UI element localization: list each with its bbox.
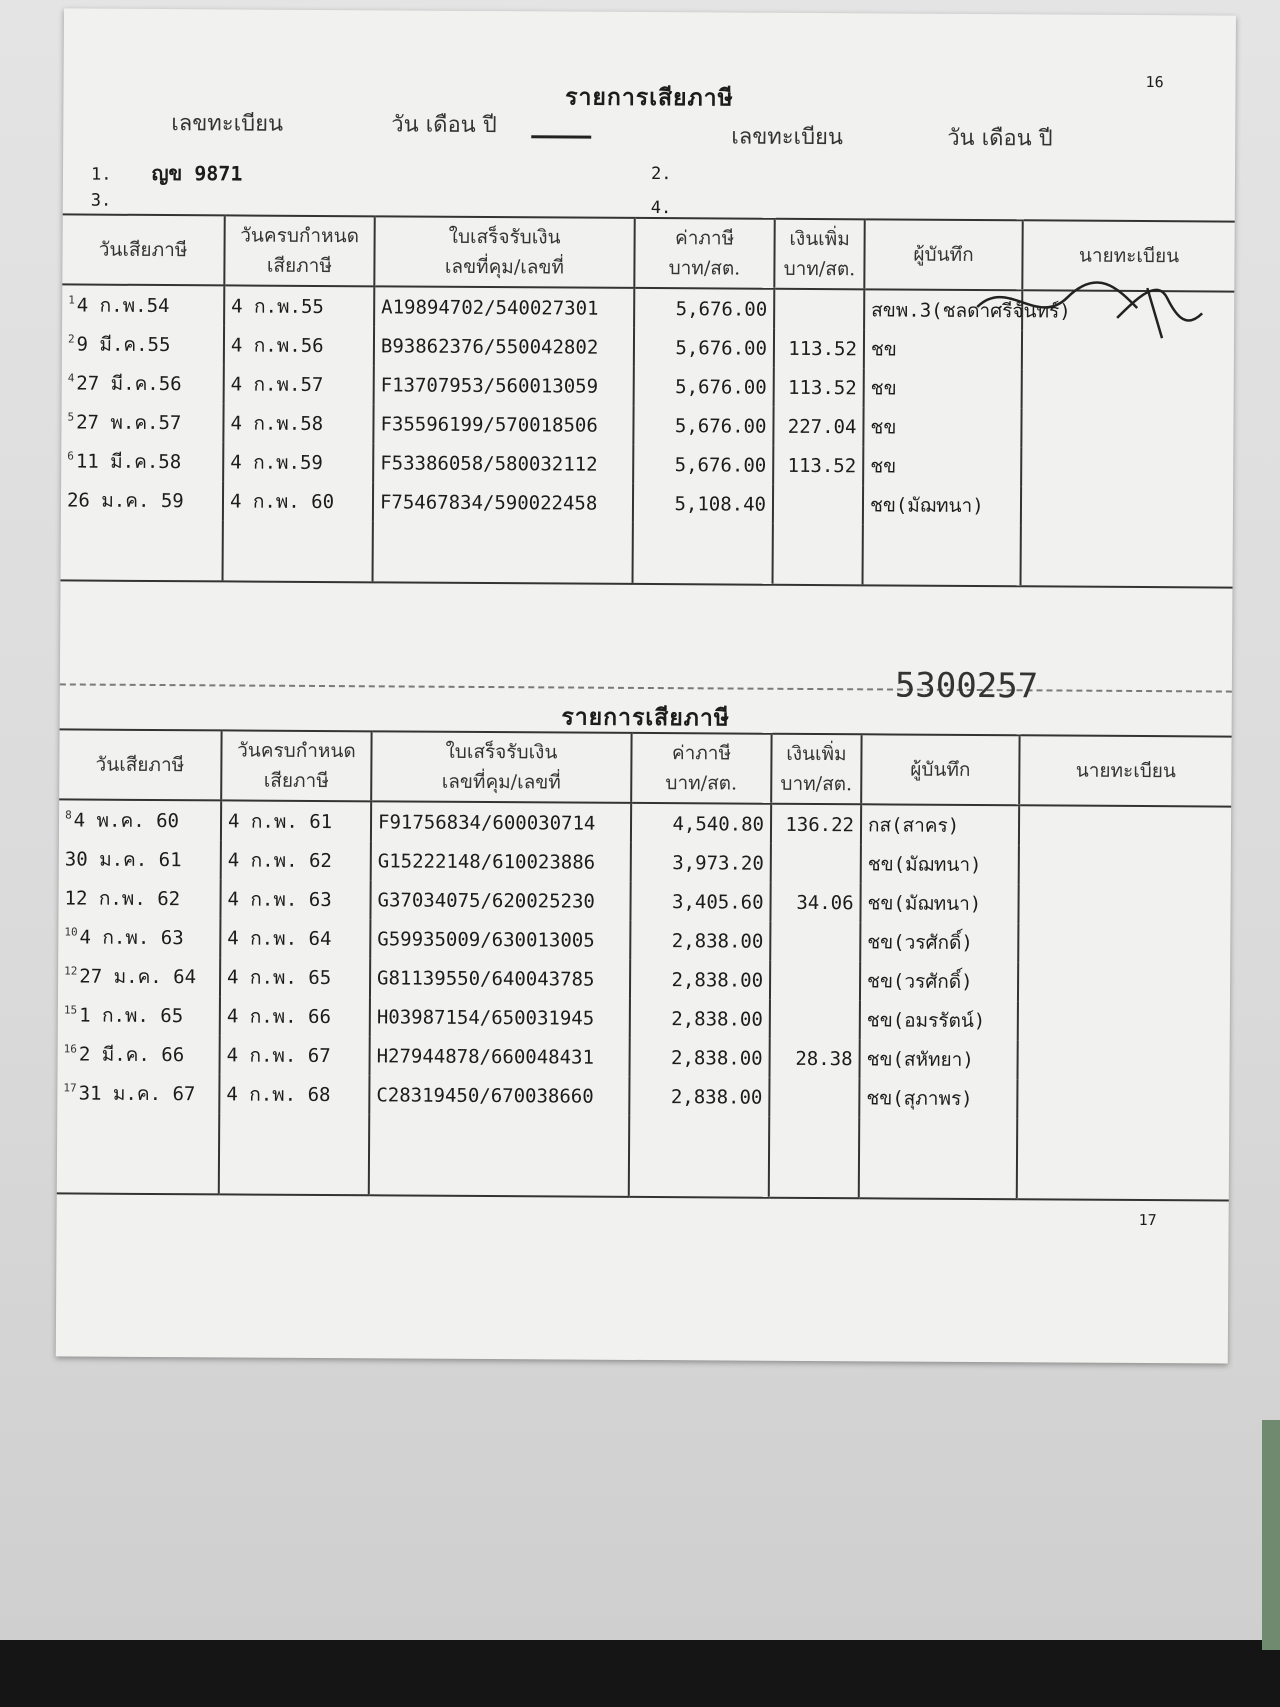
due-date-cell (221, 840, 371, 880)
col-due-date-2: เสียภาษี (263, 769, 329, 793)
tax-date-cell (58, 956, 220, 996)
tax-amount-cell (634, 367, 774, 407)
tax-amount-value: 2,838.00 (671, 968, 764, 992)
due-date-value: 4 ก.พ. 62 (227, 848, 332, 872)
col-surcharge-2: บาท/สต. (780, 772, 853, 796)
receipt-cell (371, 801, 631, 843)
tax-date-value: 27 มี.ค.56 (76, 372, 182, 395)
row-index: 16 (63, 1042, 77, 1056)
tax-amount-value: 5,676.00 (675, 375, 767, 399)
tax-amount-value: 5,676.00 (675, 297, 768, 321)
surcharge-value: 136.22 (785, 813, 855, 836)
due-date-cell (224, 364, 374, 404)
tax-date-cell (57, 1073, 219, 1113)
empty-cell (629, 1116, 769, 1198)
surcharge-cell (771, 844, 861, 884)
due-date-cell (220, 1035, 370, 1075)
tax-amount-value: 5,676.00 (674, 414, 767, 438)
dash-mark (531, 135, 591, 138)
surcharge-cell (774, 289, 864, 330)
col-recorder: ผู้บันทึก (864, 219, 1022, 290)
recorder-value: ชข(มัฌทนา) (869, 493, 984, 517)
registrar-cell (1018, 962, 1230, 1002)
receipt-cell (370, 958, 630, 999)
tax-amount-cell (630, 882, 770, 922)
recorder-value: กส(สาคร) (867, 813, 960, 837)
date-label-2: วัน เดือน ปี (947, 125, 1053, 152)
col-tax-2: บาท/สต. (665, 772, 738, 795)
registrar-cell (1018, 923, 1230, 963)
due-date-cell (220, 957, 370, 997)
col-surcharge (774, 219, 864, 290)
tax-amount-cell (630, 960, 770, 1000)
tax-date-value: 9 มี.ค.55 (76, 333, 171, 356)
tax-date-value: 4 ก.พ.54 (76, 294, 170, 317)
receipt-value: F53386058/580032112 (380, 451, 598, 476)
tax-amount-cell (629, 1077, 769, 1117)
due-date-value: 4 ก.พ. 65 (227, 965, 332, 989)
due-date-value: 4 ก.พ. 66 (226, 1004, 332, 1028)
empty-cell (373, 521, 633, 584)
row-index: 8 (65, 808, 72, 822)
tax-amount-cell (629, 1038, 769, 1078)
empty-cell (633, 523, 773, 585)
col-due-date-1: วันครบกำหนด (240, 224, 360, 248)
tax-date-cell (58, 995, 220, 1035)
tax-record-sheet (56, 8, 1236, 1363)
receipt-cell (370, 997, 630, 1038)
tax-date-value: 4 ก.พ. 63 (79, 926, 184, 949)
recorder-value: ชข(วรศักดิ์) (867, 969, 973, 993)
tax-amount-value: 2,838.00 (671, 1046, 763, 1070)
due-date-value: 4 ก.พ. 64 (227, 926, 332, 950)
empty-cell (369, 1114, 629, 1197)
tax-amount-cell (634, 288, 774, 329)
due-date-value: 4 ก.พ. 60 (229, 489, 335, 513)
tax-date-value: 4 พ.ค. 60 (73, 808, 180, 832)
page-number-top: 16 (1145, 73, 1164, 92)
tax-amount-value: 5,676.00 (675, 336, 768, 360)
recorder-cell (861, 844, 1019, 884)
recorder-value: ชข(อมรรัตน์) (866, 1008, 986, 1032)
due-date-cell (223, 442, 373, 482)
col-surcharge (771, 734, 861, 805)
receipt-cell (371, 841, 631, 882)
due-date-value: 4 ก.พ.56 (230, 333, 324, 357)
due-date-cell (220, 996, 370, 1036)
tax-date-cell (58, 917, 220, 957)
surcharge-cell (774, 368, 864, 408)
reg-line-4 (651, 198, 672, 218)
reg-line-no: 2. (650, 164, 672, 185)
due-date-value: 4 ก.พ.57 (230, 372, 324, 396)
surcharge-cell (773, 485, 863, 525)
receipt-value: A19894702/540027301 (381, 295, 599, 320)
recorder-value: ชข (870, 415, 897, 439)
col-tax (634, 218, 774, 289)
col-registrar: นายทะเบียน (1019, 735, 1231, 806)
reg-line-no: 1. (90, 164, 112, 185)
row-index: 12 (64, 964, 78, 978)
recorder-value: ชข (870, 454, 897, 478)
col-tax (631, 733, 771, 804)
due-date-value: 4 ก.พ. 67 (226, 1043, 331, 1067)
col-surcharge-1: เงินเพิ่ม (789, 227, 850, 251)
row-index: 10 (64, 925, 78, 939)
row-index: 5 (67, 410, 75, 424)
tax-amount-value: 5,108.40 (674, 492, 767, 516)
reg-line-1 (91, 157, 243, 190)
empty-cell (1017, 1118, 1229, 1200)
tax-amount-cell (633, 484, 773, 524)
registrar-cell (1018, 1001, 1230, 1041)
col-tax-date: วันเสียภาษี (62, 214, 224, 285)
tax-date-cell (61, 441, 223, 481)
due-date-value: 4 ก.พ. 61 (227, 809, 333, 833)
due-date-cell (224, 325, 374, 365)
tax-date-value: 12 ก.พ. 62 (64, 886, 181, 910)
empty-cell (863, 524, 1021, 586)
tax-date-cell (61, 402, 223, 442)
empty-cell (1020, 525, 1232, 587)
registrar-cell (1017, 1040, 1229, 1080)
surcharge-cell (774, 329, 864, 369)
surcharge-cell (770, 922, 860, 962)
section-title-top: รายการเสียภาษี (565, 83, 734, 112)
receipt-value: H27944878/660048431 (376, 1044, 595, 1069)
tax-date-value: 1 ก.พ. 65 (79, 1004, 184, 1027)
col-tax-date: วันเสียภาษี (59, 729, 221, 800)
surcharge-value: 113.52 (788, 337, 858, 360)
tax-date-cell (59, 799, 221, 840)
tax-date-cell (58, 878, 220, 918)
surcharge-value: 113.52 (787, 454, 857, 477)
receipt-cell (373, 482, 633, 523)
due-date-cell (224, 285, 374, 326)
registrar-cell (1022, 369, 1234, 409)
col-due-date (224, 215, 374, 286)
tax-amount-value: 5,676.00 (674, 453, 767, 477)
tax-amount-cell (631, 803, 771, 844)
surcharge-value: 34.06 (796, 891, 854, 914)
receipt-value: C28319450/670038660 (376, 1083, 594, 1108)
surcharge-cell (769, 1078, 859, 1118)
tax-amount-value: 4,540.80 (672, 812, 765, 836)
empty-cell (223, 520, 373, 582)
receipt-cell (369, 1075, 629, 1116)
recorder-cell (861, 804, 1019, 845)
recorder-value: ชข(สุภาพร) (866, 1086, 973, 1110)
empty-cell (219, 1113, 369, 1195)
row-index: 15 (63, 1003, 78, 1017)
receipt-value: G37034075/620025230 (377, 888, 595, 913)
surcharge-value: 28.38 (795, 1047, 853, 1070)
empty-cell (61, 519, 223, 581)
col-surcharge-2: บาท/สต. (783, 257, 856, 281)
col-receipt (374, 216, 634, 288)
receipt-value: F35596199/570018506 (380, 412, 598, 437)
recorder-cell (860, 883, 1018, 923)
recorder-value: ชข(สหัทยา) (866, 1047, 974, 1071)
receipt-cell (370, 919, 630, 960)
receipt-cell (374, 286, 634, 328)
col-receipt-1: ใบเสร็จรับเงิน (445, 740, 558, 764)
recorder-cell (860, 1000, 1018, 1040)
table-filler-row (57, 1112, 1229, 1200)
bottom-panel (56, 665, 1232, 1299)
col-receipt-2: เลขที่คุม/เลขที่ (441, 770, 561, 794)
surcharge-cell (769, 1039, 859, 1079)
surcharge-value: 113.52 (788, 376, 857, 399)
dark-surface (0, 1640, 1280, 1707)
row-index: 6 (67, 449, 74, 463)
due-date-value: 4 ก.พ. 63 (227, 887, 332, 911)
empty-cell (859, 1117, 1017, 1199)
surcharge-cell (773, 446, 863, 486)
tax-date-cell (59, 839, 221, 879)
due-date-cell (219, 1074, 369, 1114)
tax-date-value: 2 มี.ค. 66 (78, 1043, 185, 1066)
receipt-value: B93862376/550042802 (380, 334, 599, 359)
receipt-value: F13707953/560013059 (380, 373, 599, 398)
surcharge-cell (770, 1000, 860, 1040)
empty-cell (57, 1112, 219, 1194)
surcharge-cell (770, 883, 860, 923)
recorder-cell (860, 922, 1018, 962)
reg-line-no: 4. (650, 198, 672, 219)
tax-amount-cell (630, 999, 770, 1039)
date-label: วัน เดือน ปี (391, 112, 497, 139)
reg-line-no: 3. (90, 190, 112, 211)
surcharge-cell (770, 961, 860, 1001)
top-panel (60, 8, 1236, 655)
col-receipt (371, 731, 631, 803)
surcharge-cell (771, 804, 861, 845)
tax-table-bottom (57, 728, 1232, 1201)
recorder-cell (859, 1078, 1017, 1118)
due-date-cell (223, 481, 373, 521)
col-tax-1: ค่าภาษี (671, 742, 732, 765)
recorder-value: ชข(วรศักดิ์) (867, 930, 973, 954)
receipt-value: H03987154/650031945 (376, 1005, 595, 1030)
row-index: 17 (63, 1081, 77, 1095)
recorder-cell (863, 446, 1021, 486)
tax-date-value: 27 พ.ค.57 (76, 411, 182, 434)
recorder-cell (863, 407, 1021, 447)
recorder-value: ชข (870, 337, 897, 361)
due-date-cell (220, 918, 370, 958)
tax-date-value: 31 ม.ค. 67 (78, 1082, 196, 1105)
receipt-value: G59935009/630013005 (377, 927, 595, 952)
recorder-cell (859, 1039, 1017, 1079)
tax-amount-cell (631, 843, 771, 883)
recorder-value: ชข (870, 376, 897, 400)
stamp-number-partial: 5300257 (894, 665, 1039, 707)
empty-cell (773, 524, 863, 586)
recorder-cell (864, 368, 1022, 408)
plate-number: ญข 9871 (151, 160, 243, 186)
col-surcharge-1: เงินเพิ่ม (786, 742, 847, 766)
tax-amount-cell (633, 406, 773, 446)
col-due-date-2: เสียภาษี (266, 254, 332, 278)
col-tax-2: บาท/สต. (668, 257, 741, 280)
due-date-value: 4 ก.พ.55 (231, 294, 324, 318)
row-index: 4 (67, 371, 75, 385)
col-recorder: ผู้บันทึก (861, 734, 1019, 805)
plate-label: เลขทะเบียน (171, 111, 284, 137)
table-filler-row (61, 519, 1233, 587)
receipt-cell (374, 365, 634, 406)
surcharge-value: 227.04 (787, 415, 857, 438)
due-date-value: 4 ก.พ.58 (230, 411, 324, 435)
tax-date-value: 27 ม.ค. 64 (79, 965, 197, 988)
reg-line-3 (91, 191, 112, 211)
reg-line-2 (651, 164, 672, 184)
tax-date-value: 11 มี.ค.58 (75, 450, 182, 473)
tax-amount-value: 3,405.60 (671, 890, 764, 914)
plate-label-2: เลขทะเบียน (731, 124, 844, 151)
col-due-date (221, 730, 371, 801)
tax-amount-cell (634, 328, 774, 368)
page-number-bottom: 17 (1138, 1211, 1157, 1230)
receipt-cell (374, 326, 634, 367)
registrar-cell (1019, 845, 1231, 885)
receipt-cell (373, 404, 633, 445)
recorder-cell (863, 485, 1021, 525)
col-due-date-1: วันครบกำหนด (237, 739, 356, 763)
background-edge (1262, 1420, 1280, 1650)
tax-amount-value: 2,838.00 (670, 1085, 763, 1109)
tax-date-cell (62, 284, 224, 325)
registrar-cell (1021, 408, 1233, 448)
registrar-cell (1017, 1079, 1229, 1119)
recorder-value: สขพ.3(ชลดาศรีจันทร์) (871, 298, 1071, 323)
due-date-cell (221, 800, 371, 841)
due-date-value: 4 ก.พ.59 (230, 450, 323, 474)
col-tax-1: ค่าภาษี (674, 227, 735, 250)
col-receipt-1: ใบเสร็จรับเงิน (448, 225, 561, 249)
registrar-cell (1021, 486, 1233, 526)
registrar-cell (1021, 447, 1233, 487)
receipt-value: G15222148/610023886 (377, 849, 596, 874)
tax-date-cell (58, 1034, 220, 1074)
receipt-value: G81139550/640043785 (377, 966, 595, 991)
tax-date-value: 26 ม.ค. 59 (66, 488, 184, 512)
recorder-cell (860, 961, 1018, 1001)
receipt-cell (373, 443, 633, 484)
receipt-cell (370, 880, 630, 921)
registrar-cell (1019, 805, 1231, 846)
empty-cell (769, 1117, 859, 1199)
due-date-cell (223, 403, 373, 443)
tax-date-cell (62, 363, 224, 403)
row-index: 2 (67, 332, 75, 346)
receipt-cell (369, 1036, 629, 1077)
due-date-cell (220, 879, 370, 919)
due-date-value: 4 ก.พ. 68 (226, 1082, 331, 1106)
tax-amount-value: 3,973.20 (672, 851, 764, 875)
receipt-value: F75467834/590022458 (379, 490, 598, 515)
tax-date-cell (62, 324, 224, 364)
registrar-signature (967, 267, 1207, 348)
section-title-bottom: รายการเสียภาษี (561, 703, 731, 732)
surcharge-cell (773, 407, 863, 447)
tax-amount-value: 2,838.00 (671, 929, 764, 953)
tax-date-value: 30 ม.ค. 61 (64, 847, 182, 871)
recorder-value: ชข(มัฌทนา) (867, 852, 982, 876)
recorder-value: ชข(มัฌทนา) (867, 891, 982, 915)
bottom-table-body (57, 799, 1231, 1200)
receipt-value: F91756834/600030714 (377, 810, 596, 835)
tax-date-cell (61, 480, 223, 520)
col-registrar: นายทะเบียน (1022, 220, 1234, 291)
registrar-cell (1018, 884, 1230, 924)
tax-amount-cell (633, 445, 773, 485)
perforation-seam (60, 683, 1232, 692)
tax-amount-value: 2,838.00 (671, 1007, 763, 1031)
row-index: 1 (68, 293, 75, 307)
col-receipt-2: เลขที่คุม/เลขที่ (444, 255, 564, 279)
tax-amount-cell (630, 921, 770, 961)
